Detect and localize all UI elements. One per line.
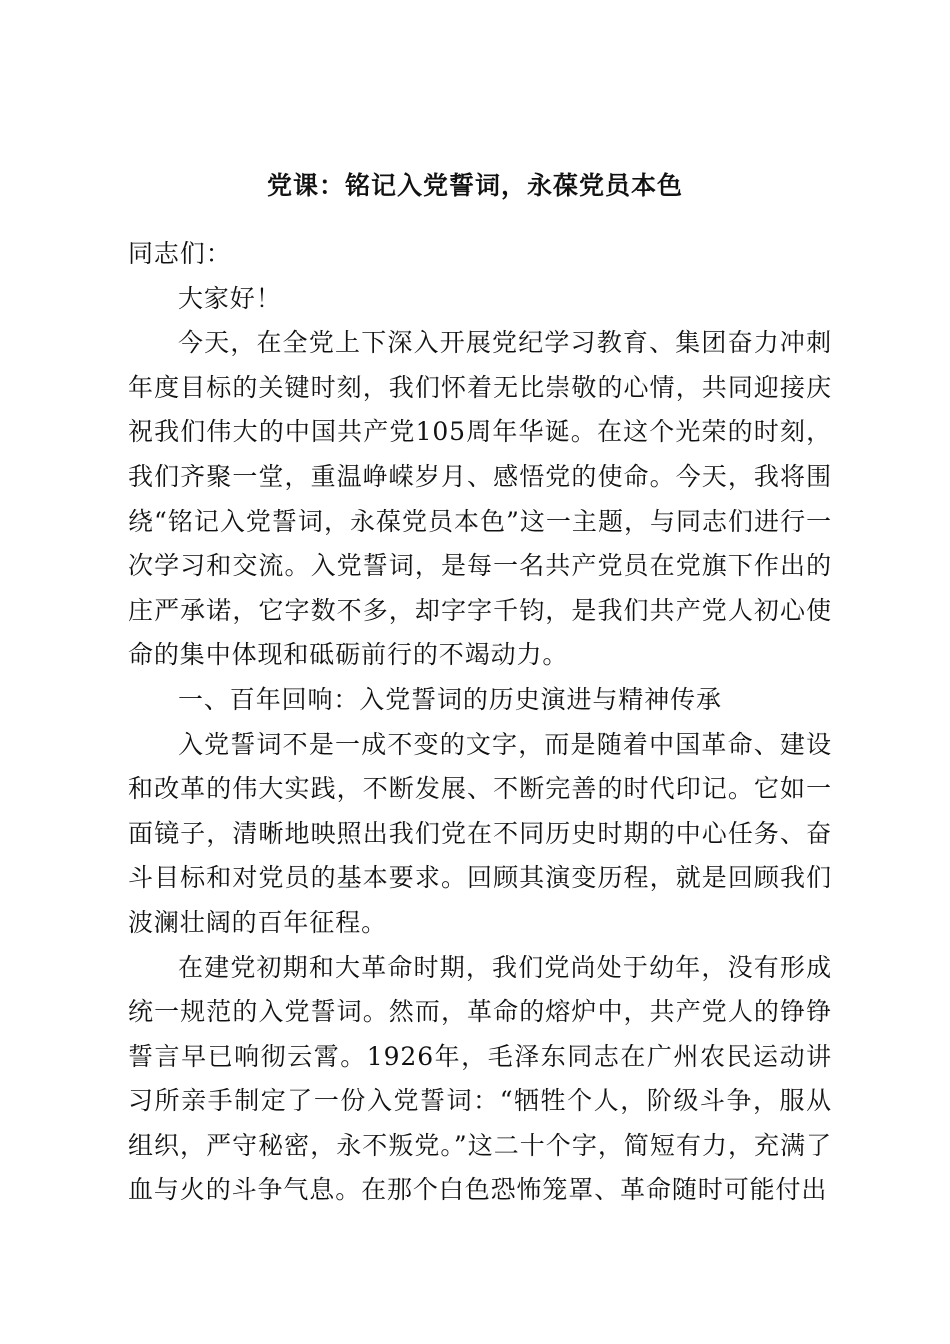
paragraph-intro: 今天，在全党上下深入开展党纪学习教育、集团奋力冲刺年度目标的关键时刻，我们怀着无比崇敬的心情，共同迎接庆祝我们伟大的中国共产党105周年华诞。在这个光荣的时刻，我们齐聚一堂，重温峥嵘岁月、感悟党的使命。今天，我将围绕“铭记入党誓词，永葆党员本色”这一主题，与同志们进行一次学习和交流。入党誓词，是每一名共产党员在党旗下作出的庄严承诺，它字数不多，却字字千钧，是我们共产党人初心使命的集中体现和砥砺前行的不竭动力。 <box>128 328 832 670</box>
paragraph-oath-evolution: 入党誓词不是一成不变的文字，而是随着中国革命、建设和改革的伟大实践，不断发展、不断完善的时代印记。它如一面镜子，清晰地映照出我们党在不同历史时期的中心任务、奋斗目标和对党员的基本要求。回顾其演变历程，就是回顾我们波澜壮阔的百年征程。 <box>128 729 832 937</box>
greeting: 大家好！ <box>178 283 282 313</box>
salutation: 同志们： <box>128 239 232 268</box>
document-body <box>128 232 832 1213</box>
paragraph-early-period: 在建党初期和大革命时期，我们党尚处于幼年，没有形成统一规范的入党誓词。然而，革命的熔炉中，共产党人的铮铮誓言早已响彻云霄。1926年，毛泽东同志在广州农民运动讲习所亲手制定了一份入党誓词：“牺牲个人，阶级斗争，服从组织，严守秘密，永不叛党。”这二十个字，简短有力，充满了血与火的斗争气息。在那个白色恐怖笼罩、革命随时可能付出 <box>128 952 832 1205</box>
section-heading-1: 一、百年回响：入党誓词的历史演进与精神传承 <box>178 684 722 714</box>
document-title: 党课：铭记入党誓词，永葆党员本色 <box>266 171 683 200</box>
